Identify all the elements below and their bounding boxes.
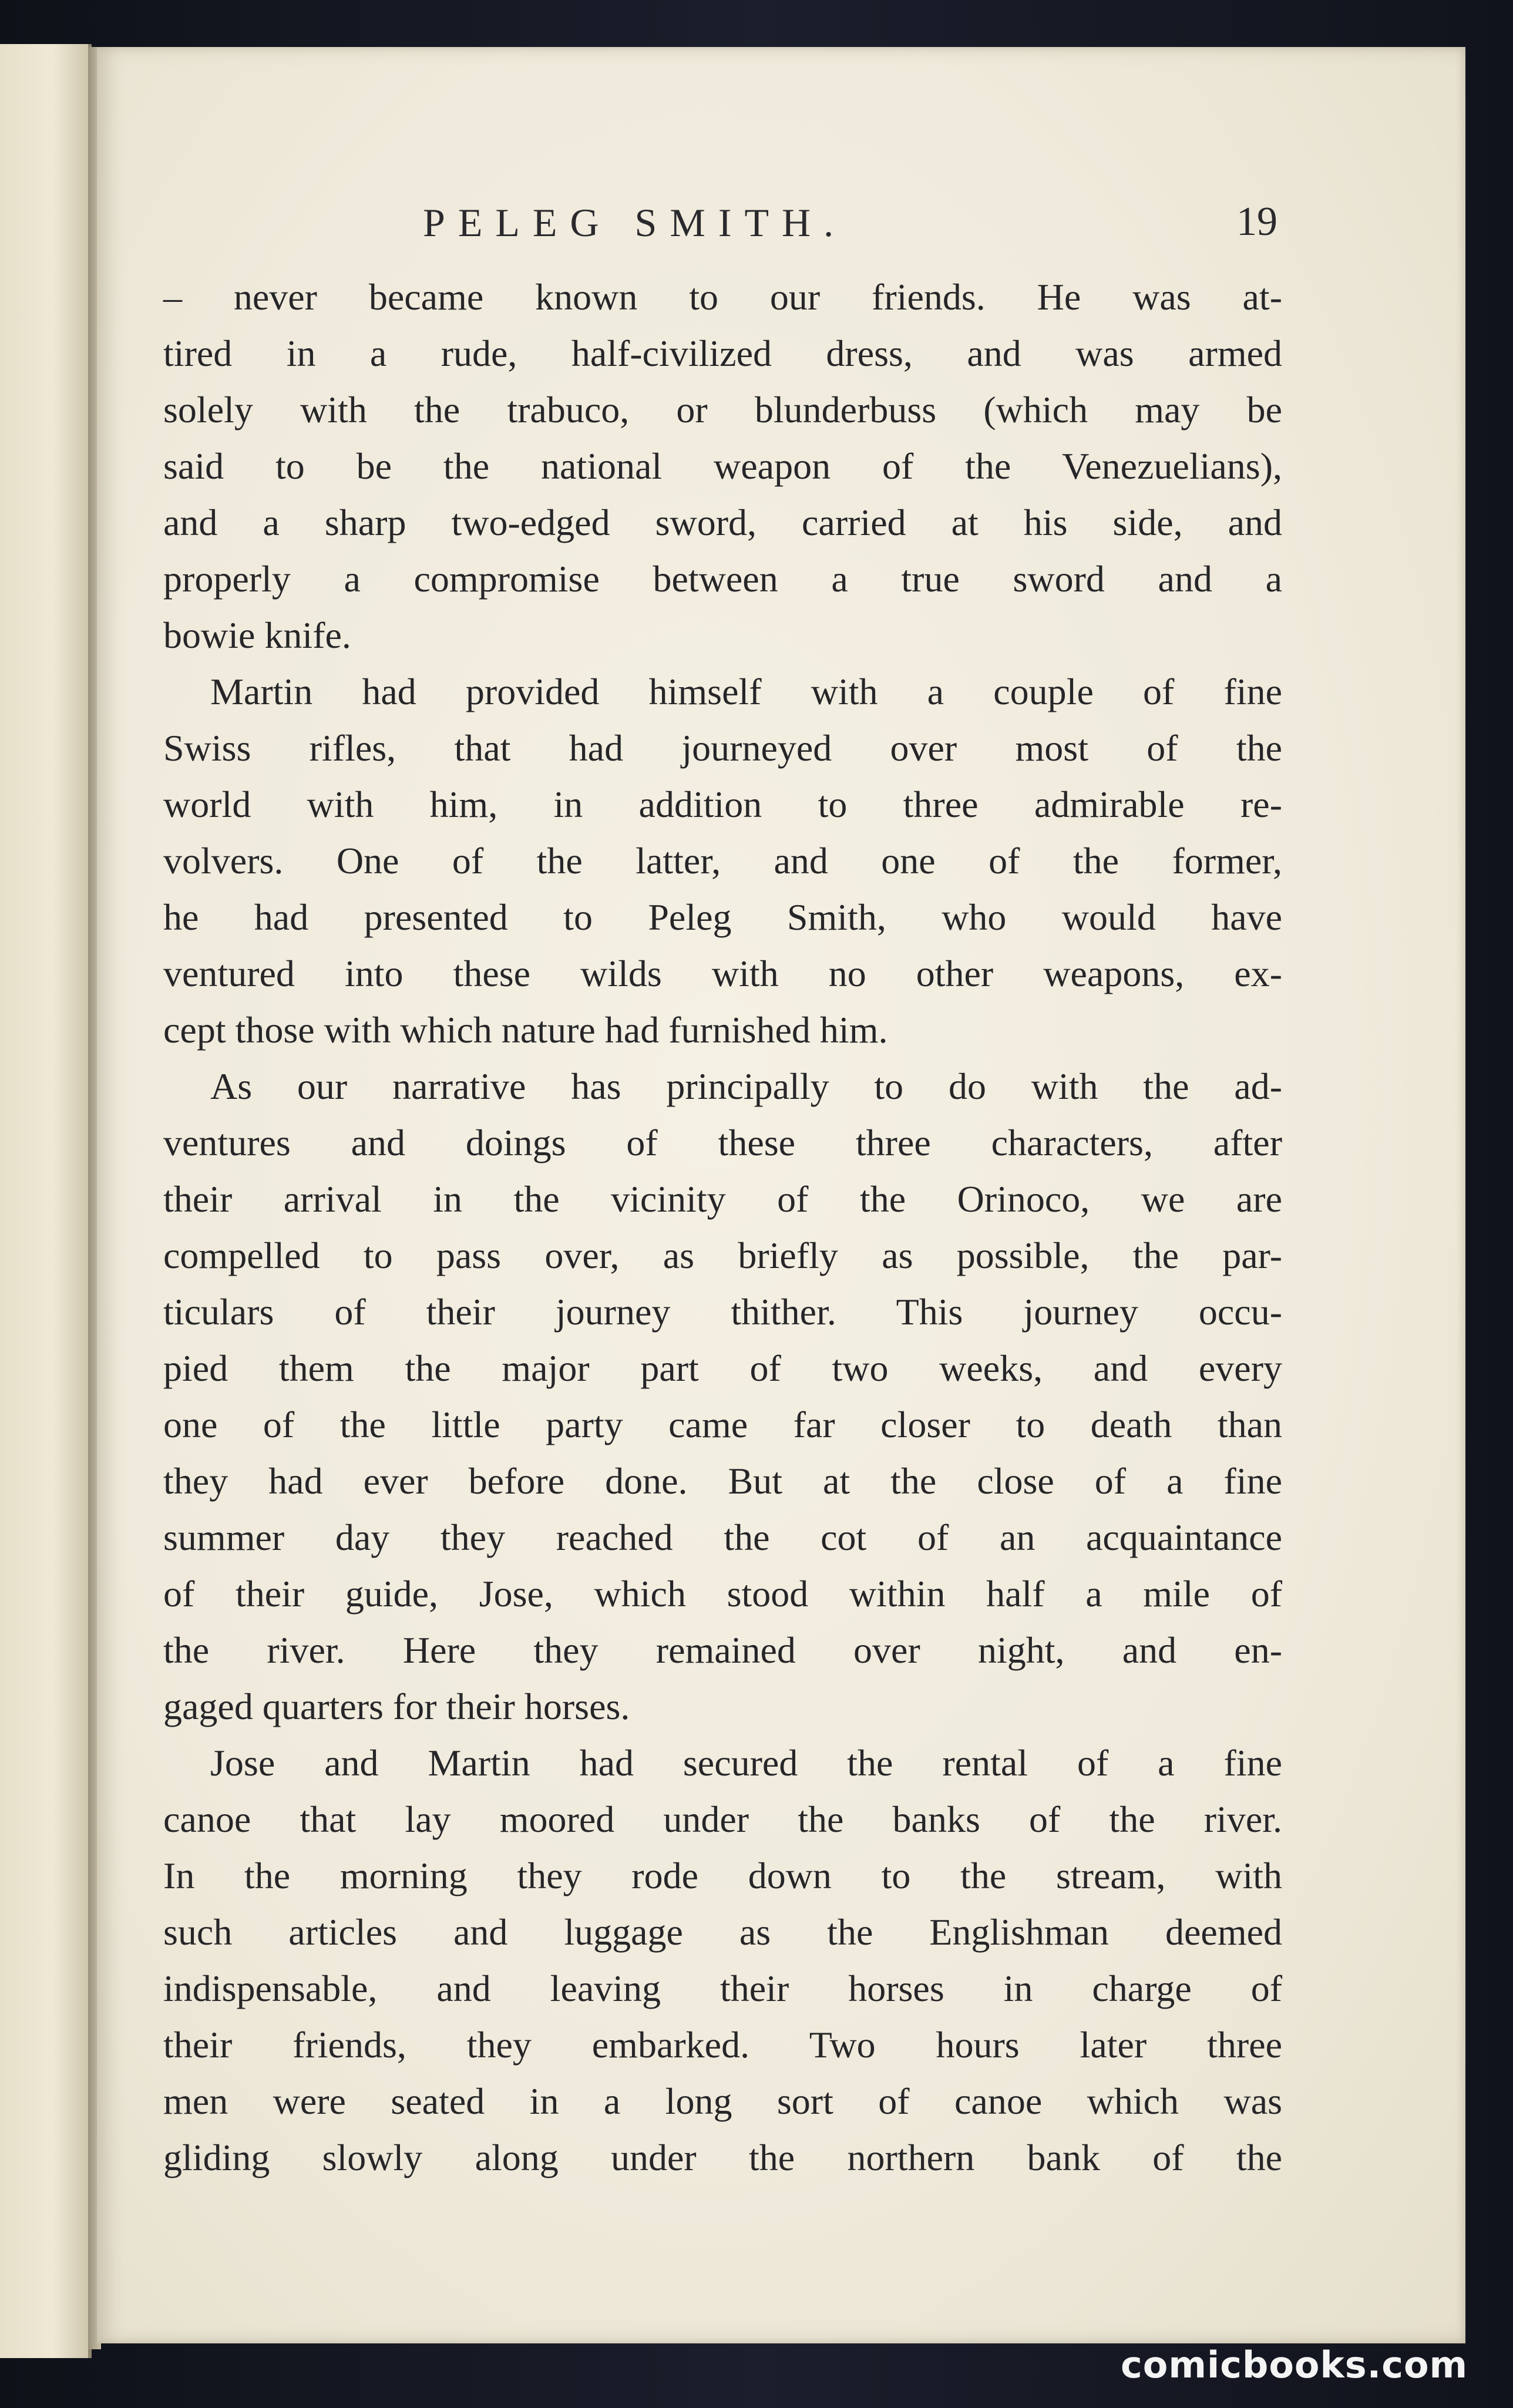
paragraph-first-line: Martin had provided himself with a couple of fine bbox=[210, 671, 1282, 712]
text-line: volvers. One of the latter, and one of the former, bbox=[163, 840, 1282, 882]
text-line: ventured into these wilds with no other weapons, ex- bbox=[163, 953, 1282, 994]
text-line: said to be the national weapon of the Venezuelians), bbox=[163, 445, 1282, 487]
text-line: ventures and doings of these three characters, after bbox=[163, 1122, 1282, 1163]
text-line: – never became known to our friends. He was at- bbox=[163, 276, 1282, 318]
facing-page-edge bbox=[0, 44, 92, 2358]
page-number: 19 bbox=[1236, 199, 1277, 244]
text-line: ticulars of their journey thither. This journey occu- bbox=[163, 1291, 1282, 1333]
text-line: indispensable, and leaving their horses in charge of bbox=[163, 1968, 1282, 2009]
text-line: In the morning they rode down to the stream, with bbox=[163, 1855, 1282, 1896]
text-line: cept those with which nature had furnished him. bbox=[163, 1009, 888, 1051]
text-line: and a sharp two-edged sword, carried at his side, and bbox=[163, 502, 1282, 543]
text-line: canoe that lay moored under the banks of the river. bbox=[163, 1798, 1282, 1840]
text-line: world with him, in addition to three admirable re- bbox=[163, 783, 1282, 825]
text-line: properly a compromise between a true sword and a bbox=[163, 558, 1282, 600]
text-line: of their guide, Jose, which stood within half a mile of bbox=[163, 1573, 1282, 1615]
text-line: they had ever before done. But at the close of a fine bbox=[163, 1460, 1282, 1502]
text-line: he had presented to Peleg Smith, who would have bbox=[163, 896, 1282, 938]
text-line: gliding slowly along under the northern bank of the bbox=[163, 2137, 1282, 2178]
body-text bbox=[163, 269, 1282, 2186]
text-line: gaged quarters for their horses. bbox=[163, 1686, 630, 1727]
text-line: bowie knife. bbox=[163, 614, 351, 656]
text-line: pied them the major part of two weeks, and every bbox=[163, 1347, 1282, 1389]
paragraph-first-line: Jose and Martin had secured the rental of a fine bbox=[210, 1742, 1282, 1784]
text-line: their friends, they embarked. Two hours later three bbox=[163, 2024, 1282, 2066]
watermark: comicbooks.com bbox=[1121, 2343, 1468, 2386]
text-line: summer day they reached the cot of an acquaintance bbox=[163, 1516, 1282, 1558]
text-line: one of the little party came far closer to death than bbox=[163, 1404, 1282, 1445]
paragraph-first-line: As our narrative has principally to do with the ad- bbox=[210, 1065, 1282, 1107]
text-line: Swiss rifles, that had journeyed over most of the bbox=[163, 727, 1282, 769]
text-line: such articles and luggage as the Englishman deemed bbox=[163, 1911, 1282, 1953]
text-line: solely with the trabuco, or blunderbuss (which may be bbox=[163, 389, 1282, 431]
text-line: compelled to pass over, as briefly as possible, the par- bbox=[163, 1235, 1282, 1276]
text-line: the river. Here they remained over night, and en- bbox=[163, 1629, 1282, 1671]
text-line: men were seated in a long sort of canoe which was bbox=[163, 2080, 1282, 2122]
text-line: their arrival in the vicinity of the Orinoco, we are bbox=[163, 1178, 1282, 1220]
running-title: PELEG SMITH. bbox=[423, 200, 847, 245]
text-line: tired in a rude, half-civilized dress, and was armed bbox=[163, 332, 1282, 374]
